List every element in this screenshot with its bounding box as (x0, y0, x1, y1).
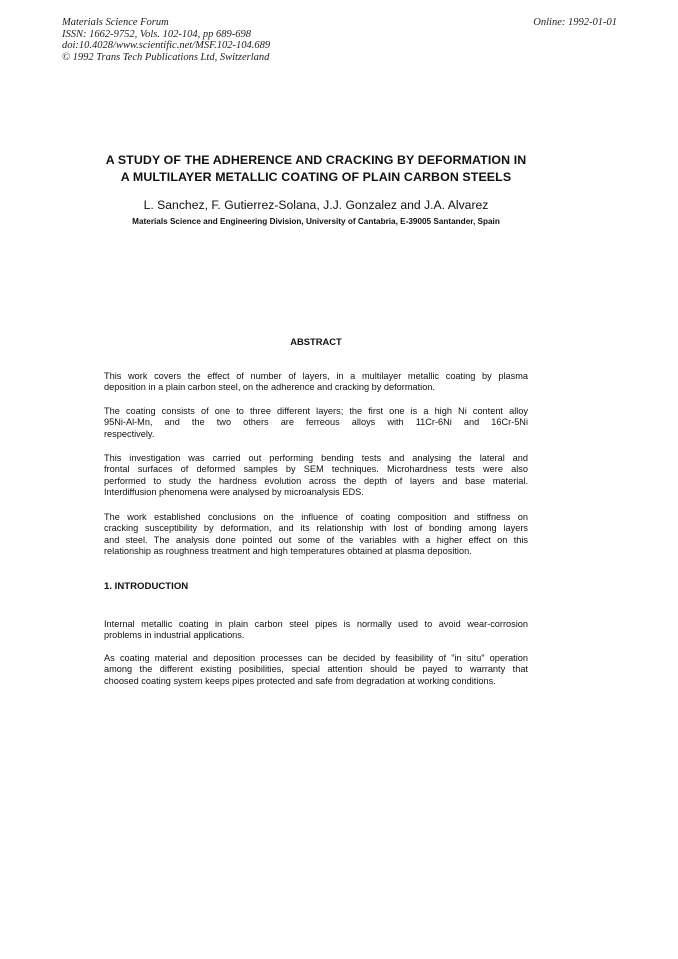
issn-line: ISSN: 1662-9752, Vols. 102-104, pp 689-698 (62, 28, 251, 40)
text-line: This investigation was carried out performing bending tests and analysing the lateral and (104, 453, 528, 463)
body-paragraph (104, 653, 528, 687)
abstract-paragraph (104, 453, 528, 499)
text-line: problems in industrial applications. (104, 630, 245, 641)
text-line: among the different existing posibilities, special attention should be payed to warranty that (104, 664, 528, 675)
abstract-paragraph (104, 406, 528, 440)
text-line: relationship as roughness treatment and high temperatures obtained at plasma deposition. (104, 546, 472, 557)
journal-name: Materials Science Forum (62, 17, 169, 28)
copyright-line: © 1992 Trans Tech Publications Ltd, Switzerland (62, 51, 270, 63)
abstract-paragraph (104, 371, 528, 394)
author-list: L. Sanchez, F. Gutierrez-Solana, J.J. Gonzalez and J.A. Alvarez (143, 198, 489, 212)
text-line: cracking susceptibility by deformation, and its relationship with lost of bonding among layers (104, 523, 528, 534)
text-line: 95Ni-Al-Mn, and the two others are ferreous alloys with 11Cr-6Ni and 16Cr-5Ni (104, 417, 528, 428)
abstract-heading: ABSTRACT (290, 336, 342, 347)
text-line: and steel. The analysis done pointed out some of the variables with a higher effect on this (104, 534, 528, 545)
text-line: Interdiffusion phenomena were analysed by microanalysis EDS. (104, 487, 364, 498)
text-line: This work covers the effect of number of layers, in a multilayer metallic coating by plasma (104, 371, 528, 381)
affiliation: Materials Science and Engineering Division, University of Cantabria, E-39005 Santander, Spain (132, 217, 500, 226)
text-line: frontal surfaces of deformed samples by SEM techniques. Microhardness tests were also (104, 464, 528, 475)
paper-title-line-1: A STUDY OF THE ADHERENCE AND CRACKING BY DEFORMATION IN (105, 153, 527, 167)
abstract-paragraph (104, 512, 528, 558)
text-line: The work established conclusions on the influence of coating composition and stiffness on (104, 512, 528, 522)
paper-title-line-2: A MULTILAYER METALLIC COATING OF PLAIN CARBON STEELS (120, 170, 512, 184)
text-line: deposition in a plain carbon steel, on the adherence and cracking by deformation. (104, 382, 435, 393)
text-line: The coating consists of one to three different layers; the first one is a high Ni content alloy (104, 406, 528, 416)
text-line: Internal metallic coating in plain carbon steel pipes is normally used to avoid wear-corrosion (104, 619, 528, 629)
body-paragraph (104, 619, 528, 642)
text-line: As coating material and deposition processes can be decided by feasibility of "in situ" operation (104, 653, 528, 663)
text-line: performed to study the hardness evolution across the depth of layers and base material. (104, 475, 528, 486)
text-line: respectively. (104, 428, 155, 439)
text-line: choosed coating system keeps pipes protected and safe from degradation at working conditions. (104, 675, 496, 686)
online-date: Online: 1992-01-01 (533, 17, 617, 28)
doi-link[interactable]: doi:10.4028/www.scientific.net/MSF.102-104.689 (62, 40, 271, 52)
section-heading-introduction: 1. INTRODUCTION (104, 581, 189, 592)
publication-info (62, 17, 270, 63)
